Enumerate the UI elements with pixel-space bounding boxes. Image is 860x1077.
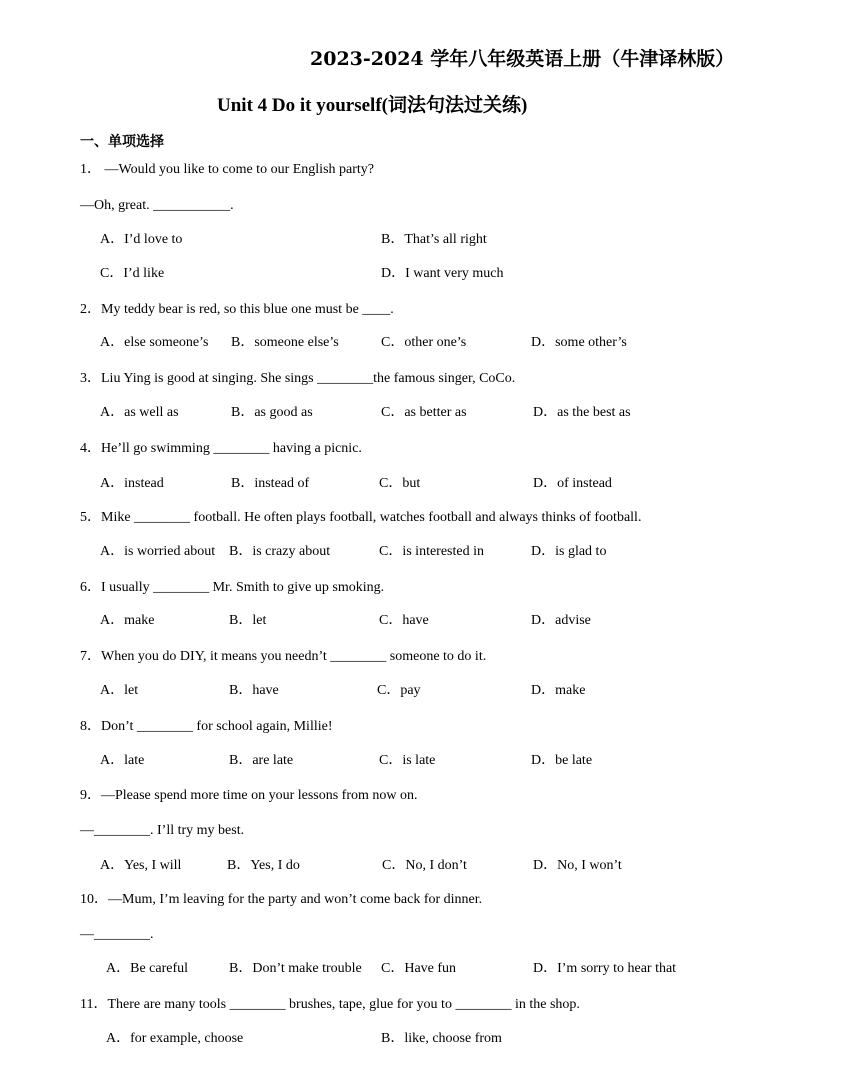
question-5-option-d: D．is glad to <box>531 544 607 559</box>
question-3-stem: 3．Liu Ying is good at singing. She sings ________the famous singer, CoCo. <box>80 371 516 386</box>
question-1-answer-line: —Oh, great. ___________. <box>80 198 234 213</box>
question-8-option-b: B．are late <box>229 753 294 768</box>
question-6-option-a: A．make <box>100 613 155 628</box>
question-5-stem: 5．Mike ________ football. He often plays football, watches football and always thinks of football. <box>80 510 642 525</box>
question-2-option-b: B．someone else’s <box>231 335 339 350</box>
question-10-answer-line: —________. <box>80 927 154 942</box>
question-11-option-a: A．for example, choose <box>106 1031 244 1046</box>
question-5-option-b: B．is crazy about <box>229 544 331 559</box>
question-3-option-d: D．as the best as <box>533 405 631 420</box>
question-8-option-d: D．be late <box>531 753 593 768</box>
question-6-option-b: B．let <box>229 613 267 628</box>
document-title: 2023-2024 学年八年级英语上册（牛津译林版） <box>310 48 735 70</box>
question-5-option-c: C．is interested in <box>379 544 484 559</box>
document-subtitle: Unit 4 Do it yourself(词法句法过关练) <box>217 95 528 116</box>
question-10-stem: 10．—Mum, I’m leaving for the party and won’t come back for dinner. <box>80 892 483 907</box>
question-9-option-d: D．No, I won’t <box>533 858 622 873</box>
question-4-option-d: D．of instead <box>533 476 612 491</box>
question-1-option-d: D．I want very much <box>381 266 504 281</box>
question-9-answer-line: —________. I’ll try my best. <box>80 823 245 838</box>
question-7-option-d: D．make <box>531 683 586 698</box>
question-10-option-d: D．I’m sorry to hear that <box>533 961 677 976</box>
question-4-option-a: A．instead <box>100 476 164 491</box>
question-1-option-c: C．I’d like <box>100 266 165 281</box>
question-7-option-b: B．have <box>229 683 279 698</box>
question-3-option-b: B．as good as <box>231 405 313 420</box>
question-11-option-b: B．like, choose from <box>381 1031 502 1046</box>
question-8-option-a: A．late <box>100 753 145 768</box>
question-5-option-a: A．is worried about <box>100 544 216 559</box>
question-7-stem: 7．When you do DIY, it means you needn’t ________ someone to do it. <box>80 649 487 664</box>
question-3-option-c: C．as better as <box>381 405 467 420</box>
question-3-option-a: A．as well as <box>100 405 179 420</box>
question-9-option-b: B．Yes, I do <box>227 858 300 873</box>
question-10-option-c: C．Have fun <box>381 961 457 976</box>
question-6-option-c: C．have <box>379 613 429 628</box>
section-heading: 一、单项选择 <box>80 134 164 150</box>
question-7-option-c: C．pay <box>377 683 421 698</box>
question-2-option-a: A．else someone’s <box>100 335 209 350</box>
question-2-option-d: D．some other’s <box>531 335 627 350</box>
question-4-stem: 4．He’ll go swimming ________ having a picnic. <box>80 441 362 456</box>
question-6-option-d: D．advise <box>531 613 591 628</box>
question-8-option-c: C．is late <box>379 753 436 768</box>
question-1-option-a: A．I’d love to <box>100 232 183 247</box>
question-10-option-b: B．Don’t make trouble <box>229 961 362 976</box>
question-7-option-a: A．let <box>100 683 139 698</box>
question-9-stem: 9．—Please spend more time on your lessons from now on. <box>80 788 418 803</box>
question-1-stem: 1． —Would you like to come to our English party? <box>80 162 374 177</box>
question-8-stem: 8．Don’t ________ for school again, Millie! <box>80 719 333 734</box>
question-4-option-b: B．instead of <box>231 476 310 491</box>
question-9-option-c: C．No, I don’t <box>382 858 467 873</box>
question-1-option-b: B．That’s all right <box>381 232 487 247</box>
question-11-stem: 11．There are many tools ________ brushes, tape, glue for you to ________ in the shop. <box>80 997 580 1012</box>
question-6-stem: 6．I usually ________ Mr. Smith to give up smoking. <box>80 580 385 595</box>
question-9-option-a: A．Yes, I will <box>100 858 182 873</box>
question-10-option-a: A．Be careful <box>106 961 189 976</box>
question-2-stem: 2．My teddy bear is red, so this blue one must be ____. <box>80 302 394 317</box>
question-2-option-c: C．other one’s <box>381 335 467 350</box>
question-4-option-c: C．but <box>379 476 421 491</box>
